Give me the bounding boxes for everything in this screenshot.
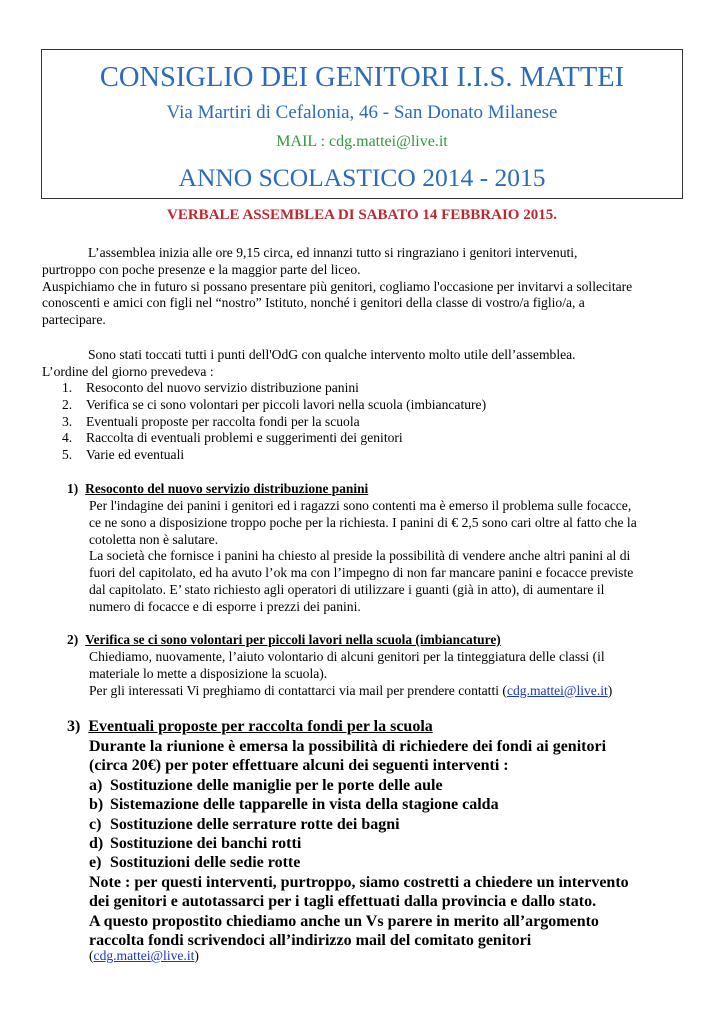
fund-item: d) Sostituzione dei banchi rotti	[89, 835, 302, 853]
intro-paragraph-1	[42, 245, 632, 329]
intro-line: Sono stati toccati tutti i punti dell'OdG con qualche intervento molto utile dell’assemblea.	[88, 347, 576, 362]
section-2-heading: 2) Verifica se ci sono volontari per piccoli lavori nella scuola (imbiancature)	[67, 632, 501, 647]
school-year: ANNO SCOLASTICO 2014 - 2015	[178, 163, 546, 192]
intro-line: L’ordine del giorno prevedeva :	[42, 363, 214, 379]
agenda-item: 2. Verifica se ci sono volontari per piccoli lavori nella scuola (imbiancature)	[62, 396, 487, 412]
intro-paragraph-2	[42, 347, 576, 381]
council-mail: MAIL : cdg.mattei@live.it	[276, 133, 448, 150]
section-line: numero di focacce e di esporre i prezzi dei panini.	[89, 598, 361, 614]
section-line: dal capitolato. E’ stato richiesto agli operatori di utilizzare i guanti (già in atto), di aumentare il	[89, 581, 605, 597]
note-line: A questo propostito chiediamo anche un Vs parere in merito all’argomento	[89, 912, 599, 930]
section-line: ce ne sono a disposizione troppo poche per la richiesta. I panini di € 2,5 sono cari oltre al fatto che la	[89, 514, 637, 530]
section-2-body	[89, 649, 612, 699]
section-line: Durante la riunione è emersa la possibilità di richiedere dei fondi ai genitori	[89, 738, 607, 755]
intro-line: conoscenti e amici con figli nel “nostro” Istituto, nonché i genitori della classe di vostro/a figlio/a, a	[42, 295, 585, 311]
agenda-item: 5. Varie ed eventuali	[62, 447, 185, 463]
meeting-minutes-title: VERBALE ASSEMBLEA DI SABATO 14 FEBBRAIO 2015.	[167, 207, 557, 223]
agenda-item: 1. Resoconto del nuovo servizio distribuzione panini	[62, 380, 359, 395]
section-line: Per l'indagine dei panini i genitori ed i ragazzi sono contenti ma è emerso il problema sulle focacce,	[89, 498, 632, 513]
section-line: materiale lo mette a disposizione la scuola).	[89, 665, 328, 681]
council-email-link[interactable]: cdg.mattei@live.it	[93, 948, 195, 963]
fund-item: a) Sostituzione delle maniglie per le porte delle aule	[89, 776, 443, 794]
agenda-item: 4. Raccolta di eventuali problemi e suggerimenti dei genitori	[62, 430, 403, 446]
agenda-item: 3. Eventuali proposte per raccolta fondi per la scuola	[62, 413, 360, 429]
agenda-list	[62, 380, 486, 464]
section-line: La società che fornisce i panini ha chiesto al preside la possibilità di vendere anche altri panini al di	[89, 548, 631, 564]
section-1-heading: 1) Resoconto del nuovo servizio distribuzione panini	[67, 481, 369, 496]
section-1-body	[89, 498, 637, 616]
section-line: Per gli interessati Vi preghiamo di contattarci via mail per prendere contatti (cdg.mattei@live.it)	[89, 682, 613, 698]
section-line: (circa 20€) per poter effettuare alcuni dei seguenti interventi :	[89, 757, 509, 775]
section-3-heading: 3) Eventuali proposte per raccolta fondi per la scuola	[67, 718, 433, 735]
fund-item: b) Sistemazione delle tapparelle in vista della stagione calda	[89, 796, 499, 814]
section-3-contact: (cdg.mattei@live.it)	[89, 948, 199, 963]
contact-email-link[interactable]: cdg.mattei@live.it	[506, 682, 608, 698]
note-line: raccolta fondi scrivendoci all’indirizzo mail del comitato genitori	[89, 932, 532, 950]
section-line: Chiediamo, nuovamente, l’aiuto volontario di alcuni genitori per la tinteggiatura delle classi (il	[89, 649, 605, 664]
note-line: dei genitori e autotassarci per i tagli effettuati dalla provincia e dallo stato.	[89, 893, 597, 911]
intro-line: L’assemblea inizia alle ore 9,15 circa, ed innanzi tutto si ringraziano i genitori intervenuti,	[88, 245, 578, 260]
council-address: Via Martiri di Cefalonia, 46 - San Donato Milanese	[166, 102, 558, 123]
fund-item: e) Sostituzioni delle sedie rotte	[89, 854, 301, 872]
note-line: Note : per questi interventi, purtroppo, siamo costretti a chiedere un intervento	[89, 873, 629, 891]
letterhead-box	[41, 49, 683, 199]
fund-item: c) Sostituzione delle serrature rotte dei bagni	[89, 815, 400, 833]
intro-line: Auspichiamo che in futuro si possano presentare più genitori, cogliamo l'occasione per invitarvi a sollecitare	[42, 278, 633, 294]
section-line: fuori del capitolato, ed ha avuto l’ok ma con l’impegno di non far mancare panini e focacce previste	[89, 565, 634, 581]
section-3-body	[89, 737, 629, 950]
intro-line: partecipare.	[42, 312, 106, 328]
council-title: CONSIGLIO DEI GENITORI I.I.S. MATTEI	[99, 62, 625, 93]
section-line: cotoletta non è salutare.	[89, 531, 219, 547]
intro-line: purtroppo con poche presenze e la maggior parte del liceo.	[42, 261, 361, 277]
